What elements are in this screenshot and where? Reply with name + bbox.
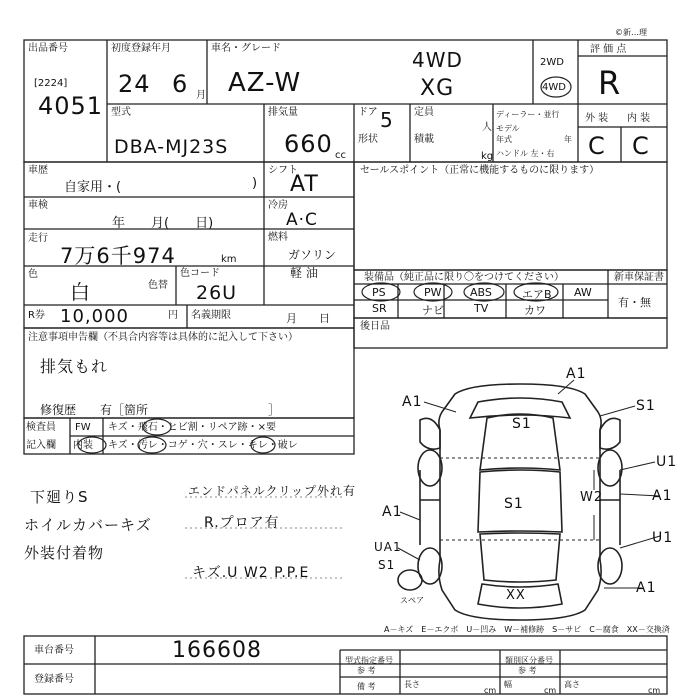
capacity-unit: 人 — [482, 122, 492, 133]
ext-value: C — [588, 132, 606, 160]
sales-point-label: セールスポイント（正常に機能するものに限ります） — [360, 165, 600, 176]
model-value: DBA-MJ23S — [114, 136, 229, 158]
mileage-value: 7万6千974 — [60, 244, 176, 268]
car-name-label: 車名・グレード — [211, 43, 281, 54]
equip-navi: ナビ — [422, 304, 444, 317]
load-unit: kg — [481, 151, 494, 162]
colorcode-label: 色コード — [180, 268, 220, 279]
fuel-label: 燃料 — [268, 232, 288, 243]
reg-month: 6 — [172, 70, 189, 98]
cm-unit: cm — [648, 686, 661, 695]
car-name: AZ-W — [228, 68, 302, 98]
damage-legend: A－キズ E－エクボ U－凹み W－補修跡 S－サビ C－腐食 XX－交換済 — [384, 625, 670, 634]
displacement-value: 660 — [284, 130, 333, 158]
equip-ps: PS — [372, 286, 386, 299]
diagram-mark: W2 — [580, 490, 604, 505]
aircon-value: A·C — [286, 210, 318, 230]
doors-label: ドア — [358, 107, 378, 118]
diagram-mark: U1 — [652, 530, 674, 546]
mileage-label: 走行 — [28, 233, 48, 244]
notes-label: 注意事項申告欄（不具合内容等は具体的に記入して下さい） — [28, 332, 298, 343]
note-label: 備 考 — [357, 682, 376, 691]
equip-airbag: エアB — [522, 288, 552, 301]
dealer-line3: 年式 — [496, 135, 512, 144]
fourwd-option: 4WD — [542, 82, 566, 93]
twowd-label: 2WD — [540, 57, 564, 68]
inspection-label: 車検 — [28, 200, 48, 211]
history-text: 自家用・( — [64, 180, 122, 195]
ref-label: 参 考 — [518, 666, 537, 675]
lot-number: 4051 — [38, 92, 104, 120]
reg-year-label: 初度登録年月 — [111, 43, 171, 54]
equip-aw: AW — [574, 286, 592, 299]
displacement-label: 排気量 — [268, 107, 298, 118]
colorcode-value: 26U — [196, 282, 238, 304]
color-change-label: 色替 — [148, 280, 168, 291]
repair-history: 修復歴 有［箇所 ］ — [40, 403, 281, 417]
diagram-mark: A1 — [636, 580, 657, 596]
equip-tv: TV — [474, 302, 489, 315]
checker-row2: キズ・汚レ・コゲ・穴・スレ・キレ・破レ — [108, 440, 298, 451]
mileage-unit: km — [221, 254, 237, 265]
diagram-mark: S1 — [636, 398, 656, 414]
chassis-label: 車台番号 — [34, 645, 74, 656]
recycle-value: 10,000 — [60, 306, 129, 327]
reg-month-unit: 月 — [196, 90, 206, 101]
remark-line1: 下廻りS — [30, 488, 89, 506]
equip-abs: ABS — [470, 286, 492, 299]
diagram-mark: A1 — [652, 488, 673, 504]
notes-text: 排気もれ — [40, 357, 109, 376]
remark-line6: キズ.U W2 P.P.E — [192, 565, 310, 581]
checker-row1: キズ・飛石・ヒビ割・リペア跡・×要 — [108, 422, 276, 433]
capacity-label: 定員 — [414, 107, 434, 118]
width-label: 幅 — [504, 680, 512, 689]
warranty-label: 新車保証書 — [614, 272, 664, 283]
displacement-unit: cc — [335, 150, 346, 161]
ext-label: 外 装 — [585, 113, 609, 124]
recycle-label: R券 — [28, 310, 45, 321]
cm-unit: cm — [484, 686, 497, 695]
color-value: 白 — [70, 280, 91, 304]
warranty-value: 有・無 — [618, 296, 651, 309]
car-drive: 4WD — [412, 48, 463, 72]
lot-small-number: [2224] — [34, 78, 68, 89]
ref-label: 参 考 — [357, 666, 376, 675]
cm-unit: cm — [544, 686, 557, 695]
fuel-option-gasoline: ガソリン — [288, 248, 337, 262]
spare-label: スペア — [400, 596, 424, 605]
diagram-mark: A1 — [402, 394, 423, 410]
diagram-mark: S1 — [512, 416, 532, 432]
history-label: 車歴 — [28, 165, 48, 176]
height-label: 高さ — [564, 680, 580, 689]
length-label: 長さ — [404, 680, 420, 689]
after-date-label: 後日品 — [360, 321, 390, 332]
lot-label: 出品番号 — [28, 43, 68, 54]
remark-line5: R.プロア有 — [204, 515, 280, 531]
load-label: 積載 — [414, 134, 434, 145]
score-value: R — [598, 64, 622, 102]
diagram-mark: XX — [506, 588, 526, 603]
chassis-value: 166608 — [172, 638, 262, 663]
score-label: 評 価 点 — [590, 44, 627, 55]
car-grade: XG — [420, 76, 455, 101]
int-label: 内 装 — [627, 113, 651, 124]
doors-value: 5 — [380, 108, 394, 132]
shift-label: シフト — [268, 165, 298, 176]
dealer-handle: ハンドル 左・右 — [496, 149, 555, 158]
class-num-label: 類別区分番号 — [505, 656, 553, 665]
diagram-mark: S1 — [378, 558, 396, 572]
equipment-label: 装備品（純正品に限り〇をつけてください） — [364, 272, 564, 283]
int-value: C — [632, 132, 650, 160]
aircon-label: 冷房 — [268, 200, 288, 211]
shift-value: AT — [290, 172, 319, 197]
checker-label1: 検査員 — [26, 422, 56, 433]
inspection-text: 年 月( 日) — [112, 216, 214, 231]
reg-year: 24 — [118, 70, 151, 98]
remark-line2: ホイルカバーキズ — [24, 516, 152, 534]
history-close: ) — [252, 176, 258, 191]
model-label: 型式 — [111, 107, 131, 118]
color-label: 色 — [28, 269, 38, 280]
shape-label: 形状 — [358, 134, 378, 145]
diagram-mark: UA1 — [374, 540, 402, 554]
type-num-label: 型式指定番号 — [345, 656, 393, 665]
checker-fw: FW — [75, 422, 91, 433]
remark-line3: 外装付着物 — [24, 544, 105, 562]
diagram-mark: A1 — [566, 366, 587, 382]
equip-pw: PW — [424, 286, 442, 299]
diagram-mark: A1 — [382, 504, 403, 520]
dealer-line1: ディーラー・並行 — [496, 110, 560, 119]
registration-no-label: 登録番号 — [34, 674, 74, 685]
dealer-nen: 年 — [564, 135, 572, 144]
remark-line4: エンドパネルクリップ外れ有 — [188, 484, 357, 498]
diagram-mark: S1 — [504, 496, 524, 512]
registration-limit-label: 名義期限 — [191, 310, 231, 321]
fuel-option-diesel: 軽 油 — [290, 266, 318, 280]
top-right-text: ©新…理 — [615, 28, 647, 37]
checker-interior: 内装 — [73, 440, 93, 451]
recycle-unit: 円 — [168, 310, 178, 321]
diagram-mark: U1 — [656, 454, 678, 470]
equip-leather: カワ — [524, 304, 546, 317]
checker-label2: 記入欄 — [26, 440, 56, 451]
registration-limit-text: 月 日 — [286, 312, 330, 325]
dealer-line2: モデル — [496, 124, 520, 133]
equip-sr: SR — [372, 302, 387, 315]
